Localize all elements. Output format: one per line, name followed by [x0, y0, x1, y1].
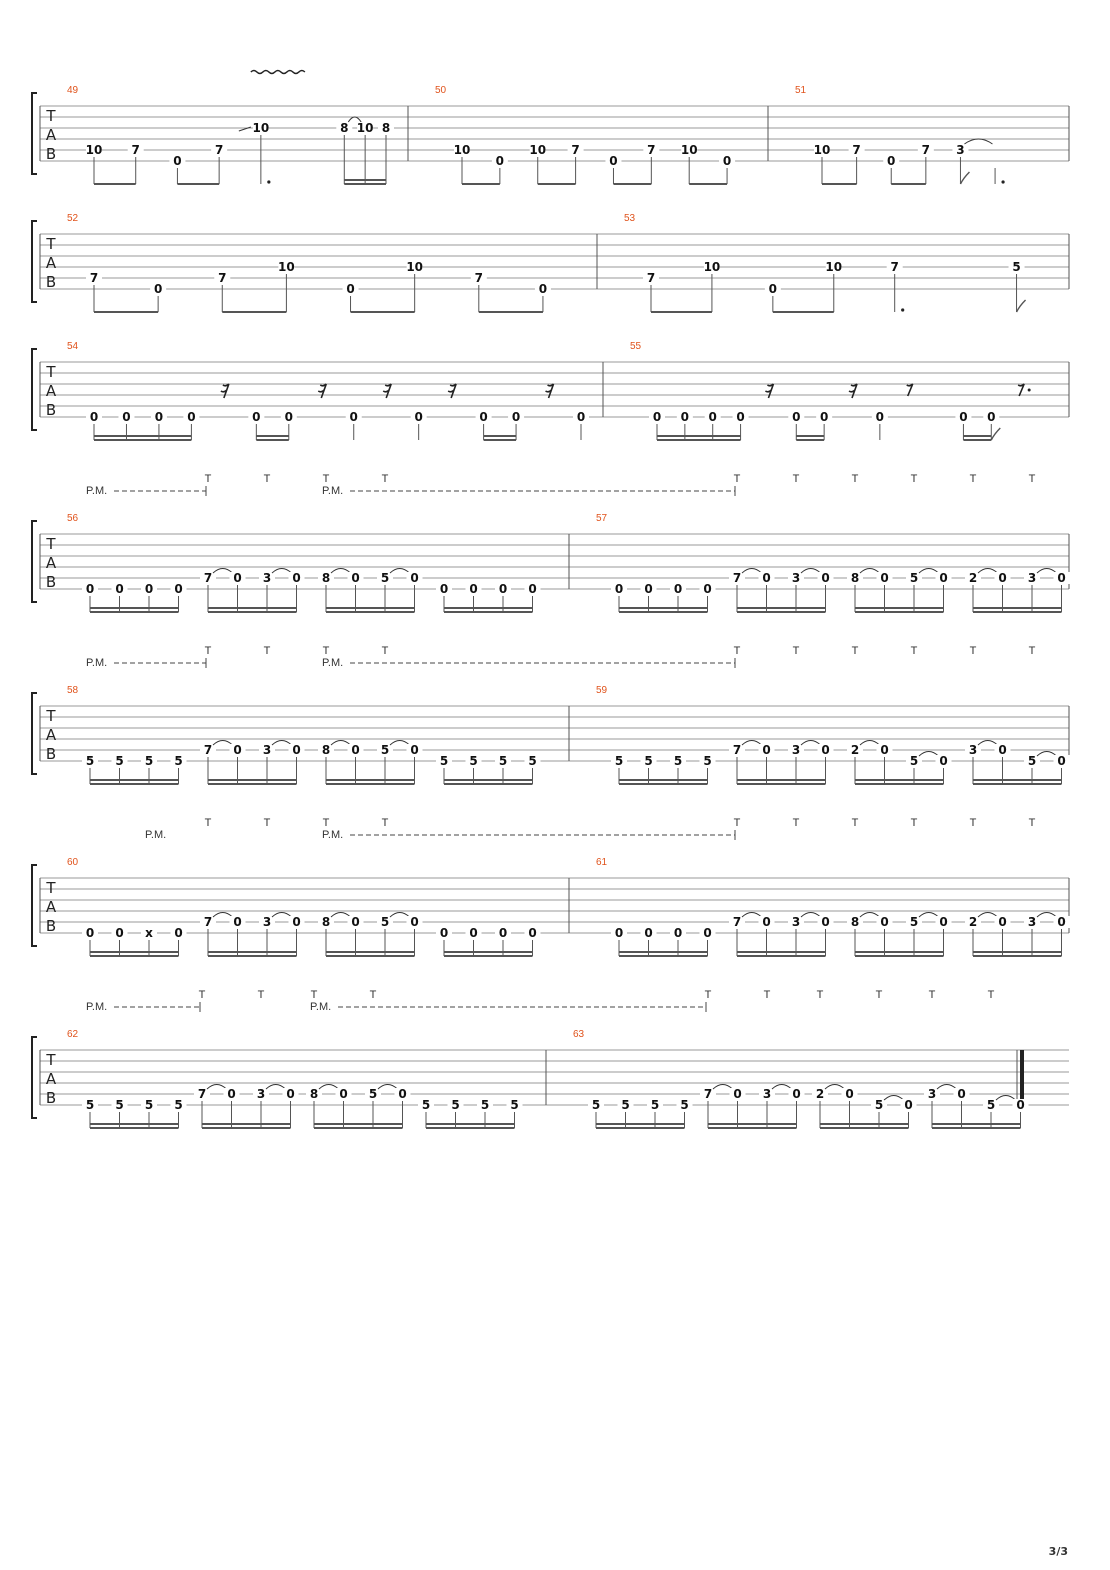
fret-number: 0 [792, 1087, 801, 1101]
sixteenth-rest [448, 384, 456, 398]
fret-number: 7 [732, 571, 742, 585]
measure-number: 51 [795, 85, 807, 96]
vibrato-mark [251, 71, 305, 74]
fret-number: 8 [321, 743, 331, 757]
fret-number: 0 [875, 410, 885, 424]
fret-number: 0 [498, 582, 508, 596]
fret-number: 7 [732, 743, 742, 757]
fret-number: 5 [115, 754, 124, 768]
fret-number: 5 [673, 754, 683, 768]
fret-number: 7 [203, 743, 213, 757]
fret-number: 0 [89, 410, 99, 424]
fret-number: 0 [880, 571, 889, 585]
fret-number: 0 [115, 582, 124, 596]
fret-number: 0 [703, 926, 712, 940]
fret-number: 0 [880, 743, 889, 757]
fret-number: 0 [792, 410, 801, 424]
tab-clef-letter: B [45, 1089, 57, 1107]
fret-number: 0 [339, 1087, 348, 1101]
fret-number: 0 [227, 1087, 236, 1101]
measure-number: 57 [596, 513, 608, 524]
fret-number: 0 [819, 410, 829, 424]
staff-bracket [32, 221, 37, 302]
fret-number: 0 [351, 743, 360, 757]
fret-number: 7 [203, 571, 213, 585]
fret-number: 0 [292, 915, 301, 929]
fret-number: 0 [998, 571, 1007, 585]
tap-mark: T [816, 989, 824, 1001]
fret-number: 0 [528, 582, 537, 596]
fret-number: 5 [85, 1098, 95, 1112]
fret-number: 0 [398, 1087, 407, 1101]
tab-clef-letter: T [46, 363, 56, 381]
fret-number: 0 [768, 282, 778, 296]
tab-clef-letter: B [45, 917, 57, 935]
fret-number: 0 [644, 926, 653, 940]
fret-number: 3 [791, 571, 801, 585]
fret-number: 10 [356, 121, 374, 135]
fret-number: 2 [850, 743, 860, 757]
sixteenth-rest [221, 384, 229, 398]
tab-clef-letter: B [45, 573, 57, 591]
fret-number: 7 [474, 271, 483, 285]
tab-clef-letter: T [46, 1051, 56, 1069]
tab-clef-letter: A [45, 1070, 57, 1088]
tap-mark: T [763, 989, 771, 1001]
fret-number: 7 [571, 143, 580, 157]
fret-number: 0 [959, 410, 968, 424]
fret-number: 0 [1057, 915, 1066, 929]
tap-mark: T [1028, 645, 1036, 657]
tap-mark: T [987, 989, 995, 1001]
fret-number: 0 [673, 926, 683, 940]
palm-mute-label: P.M. [322, 657, 344, 669]
fret-number: 0 [998, 915, 1007, 929]
tab-clef-letter: B [45, 145, 57, 163]
fret-number: 3 [262, 571, 272, 585]
tap-mark: T [969, 473, 977, 485]
fret-number: 3 [256, 1087, 266, 1101]
fret-number: 8 [850, 915, 860, 929]
measure-number: 49 [67, 85, 79, 96]
fret-number: 5 [469, 754, 478, 768]
tab-clef-letter: A [45, 382, 57, 400]
fret-number: 10 [529, 143, 547, 157]
fret-number: 0 [144, 582, 154, 596]
fret-number: 0 [469, 582, 478, 596]
fret-number: 5 [421, 1098, 431, 1112]
tap-mark: T [381, 645, 389, 657]
fret-number: 10 [680, 143, 698, 157]
fret-number: 10 [278, 260, 295, 274]
sixteenth-rest [849, 384, 857, 398]
fret-number: 0 [173, 154, 182, 168]
tap-mark: T [704, 989, 712, 1001]
fret-number: 0 [292, 571, 301, 585]
fret-number: 0 [187, 410, 196, 424]
fret-number: 5 [621, 1098, 630, 1112]
fret-number: 0 [614, 582, 624, 596]
fret-number: 10 [406, 260, 424, 274]
measure-number: 58 [67, 685, 79, 696]
tab-clef-letter: B [45, 745, 57, 763]
fret-number: 3 [262, 743, 272, 757]
fret-number: 10 [252, 121, 270, 135]
fret-number: 0 [439, 582, 449, 596]
fret-number: 5 [174, 1098, 183, 1112]
fret-number: 3 [956, 143, 965, 157]
fret-number: 5 [498, 754, 508, 768]
fret-number: 7 [197, 1087, 207, 1101]
palm-mute-label: P.M. [310, 1001, 332, 1013]
note-flag [991, 428, 1000, 440]
tap-mark: T [1028, 817, 1036, 829]
note-flag [1017, 300, 1026, 312]
fret-number: 0 [680, 410, 690, 424]
fret-number: 0 [495, 154, 505, 168]
tab-clef-letter: B [45, 401, 57, 419]
fret-number: 0 [762, 743, 771, 757]
measure-number: 53 [624, 213, 636, 224]
fret-number: 0 [998, 743, 1007, 757]
measure-number: 62 [67, 1029, 79, 1040]
fret-number: 0 [351, 571, 360, 585]
sixteenth-rest [318, 384, 326, 398]
fret-number: 3 [262, 915, 272, 929]
fret-number: 2 [815, 1087, 825, 1101]
fret-number: 5 [528, 754, 537, 768]
fret-number: 10 [85, 143, 103, 157]
fret-number: 7 [203, 915, 213, 929]
tap-mark: T [910, 645, 918, 657]
note-flag [960, 172, 969, 184]
tap-mark: T [792, 817, 800, 829]
fret-number: 5 [909, 571, 919, 585]
tap-mark: T [969, 817, 977, 829]
fret-number: 0 [410, 743, 419, 757]
fret-number: 0 [233, 915, 242, 929]
tap-mark: T [875, 989, 883, 1001]
fret-number: 0 [538, 282, 548, 296]
fret-number: 7 [647, 143, 656, 157]
fret-number: 5 [680, 1098, 689, 1112]
tab-clef-letter: B [45, 273, 57, 291]
fret-number: 3 [1027, 571, 1037, 585]
fret-number: 0 [845, 1087, 854, 1101]
fret-number: 0 [292, 743, 301, 757]
tap-mark: T [792, 473, 800, 485]
fret-number: 0 [233, 571, 242, 585]
fret-number: 7 [703, 1087, 713, 1101]
fret-number: 0 [174, 926, 183, 940]
tap-mark: T [257, 989, 265, 1001]
fret-number: 7 [646, 271, 656, 285]
fret-number: 0 [410, 915, 419, 929]
fret-number: 8 [309, 1087, 319, 1101]
fret-number: 5 [1012, 260, 1021, 274]
eighth-rest [907, 384, 913, 396]
fret-number: 8 [321, 571, 331, 585]
fret-number: x [145, 926, 153, 940]
fret-number: 5 [909, 915, 919, 929]
fret-number: 5 [874, 1098, 884, 1112]
fret-number: 7 [921, 143, 931, 157]
fret-number: 0 [939, 754, 948, 768]
fret-number: 5 [380, 915, 390, 929]
fret-number: 0 [469, 926, 478, 940]
fret-number: 7 [732, 915, 742, 929]
fret-number: 0 [511, 410, 521, 424]
staff-bracket [32, 1037, 37, 1118]
tap-mark: T [851, 645, 859, 657]
fret-number: 0 [708, 410, 717, 424]
fret-number: 5 [591, 1098, 601, 1112]
fret-number: 0 [252, 410, 261, 424]
fret-number: 5 [614, 754, 624, 768]
measure-number: 60 [67, 857, 79, 868]
palm-mute-label: P.M. [322, 829, 344, 841]
fret-number: 0 [957, 1087, 966, 1101]
fret-number: 5 [380, 571, 390, 585]
tab-clef-letter: A [45, 554, 57, 572]
fret-number: 0 [673, 582, 683, 596]
tap-mark: T [369, 989, 377, 1001]
fret-number: 5 [644, 754, 653, 768]
fret-number: 0 [762, 915, 771, 929]
fret-number: 0 [174, 582, 183, 596]
fret-number: 0 [821, 743, 830, 757]
staff-bracket [32, 349, 37, 430]
fret-number: 0 [284, 410, 293, 424]
tap-mark: T [263, 817, 271, 829]
fret-number: 5 [380, 743, 390, 757]
fret-number: 7 [218, 271, 227, 285]
tap-mark: T [381, 817, 389, 829]
fret-number: 0 [644, 582, 653, 596]
tap-mark: T [733, 473, 741, 485]
fret-number: 5 [986, 1098, 996, 1112]
tap-mark: T [198, 989, 206, 1001]
fret-number: 8 [321, 915, 331, 929]
fret-number: 5 [174, 754, 183, 768]
fret-number: 0 [346, 282, 355, 296]
fret-number: 0 [821, 915, 830, 929]
fret-number: 5 [144, 754, 154, 768]
fret-number: 5 [451, 1098, 460, 1112]
fret-number: 0 [821, 571, 830, 585]
fret-number: 3 [1027, 915, 1037, 929]
measure-number: 56 [67, 513, 79, 524]
fret-number: 7 [890, 260, 899, 274]
tab-clef-letter: T [46, 879, 56, 897]
fret-number: 0 [736, 410, 745, 424]
measure-number: 63 [573, 1029, 585, 1040]
tap-mark: T [910, 473, 918, 485]
fret-number: 2 [968, 915, 978, 929]
tap-mark: T [322, 645, 330, 657]
tab-clef-letter: T [46, 235, 56, 253]
fret-number: 0 [85, 926, 95, 940]
tap-mark: T [204, 817, 212, 829]
fret-number: 0 [703, 582, 712, 596]
eighth-rest [1018, 384, 1024, 396]
palm-mute-label: P.M. [322, 485, 344, 497]
tap-mark: T [969, 645, 977, 657]
palm-mute-label: P.M. [86, 657, 108, 669]
fret-number: 7 [131, 143, 140, 157]
fret-number: 8 [381, 121, 391, 135]
fret-number: 7 [214, 143, 224, 157]
fret-number: 0 [1016, 1098, 1025, 1112]
fret-number: 0 [85, 582, 95, 596]
fret-number: 0 [987, 410, 996, 424]
fret-number: 5 [85, 754, 95, 768]
fret-number: 0 [479, 410, 488, 424]
tap-mark: T [733, 817, 741, 829]
fret-number: 3 [762, 1087, 772, 1101]
tab-clef-letter: T [46, 535, 56, 553]
fret-number: 5 [909, 754, 919, 768]
fret-number: 0 [614, 926, 624, 940]
fret-number: 0 [410, 571, 419, 585]
fret-number: 0 [762, 571, 771, 585]
tab-clef-letter: T [46, 707, 56, 725]
fret-number: 0 [154, 410, 164, 424]
palm-mute-label: P.M. [86, 1001, 108, 1013]
fret-number: 0 [498, 926, 508, 940]
tap-mark: T [851, 473, 859, 485]
fret-number: 5 [144, 1098, 154, 1112]
tie-arc [964, 139, 992, 144]
tap-mark: T [204, 473, 212, 485]
palm-mute-label: P.M. [145, 829, 167, 841]
fret-number: 0 [576, 410, 586, 424]
duration-dot [267, 180, 270, 183]
fret-number: 5 [480, 1098, 490, 1112]
sixteenth-rest [765, 384, 773, 398]
staff-bracket [32, 521, 37, 602]
fret-number: 0 [880, 915, 889, 929]
tab-clef-letter: A [45, 254, 57, 272]
fret-number: 5 [650, 1098, 660, 1112]
fret-number: 0 [939, 915, 948, 929]
palm-mute-label: P.M. [86, 485, 108, 497]
fret-number: 0 [122, 410, 131, 424]
tab-clef-letter: T [46, 107, 56, 125]
fret-number: 0 [115, 926, 124, 940]
sixteenth-rest [546, 384, 554, 398]
fret-number: 0 [414, 410, 423, 424]
tap-mark: T [851, 817, 859, 829]
fret-number: 0 [904, 1098, 913, 1112]
measure-number: 61 [596, 857, 608, 868]
fret-number: 0 [286, 1087, 295, 1101]
fret-number: 10 [453, 143, 471, 157]
tap-mark: T [322, 817, 330, 829]
fret-number: 0 [733, 1087, 742, 1101]
fret-number: 8 [850, 571, 860, 585]
tap-mark: T [733, 645, 741, 657]
tap-mark: T [322, 473, 330, 485]
tap-mark: T [204, 645, 212, 657]
tab-clef-letter: A [45, 898, 57, 916]
measure-number: 54 [67, 341, 79, 352]
tap-mark: T [310, 989, 318, 1001]
fret-number: 3 [927, 1087, 937, 1101]
fret-number: 5 [439, 754, 449, 768]
tap-mark: T [910, 817, 918, 829]
tab-clef-letter: A [45, 126, 57, 144]
fret-number: 0 [887, 154, 896, 168]
fret-number: 0 [609, 154, 618, 168]
staff-bracket [32, 93, 37, 174]
fret-number: 0 [722, 154, 732, 168]
tap-mark: T [1028, 473, 1036, 485]
fret-number: 10 [825, 260, 843, 274]
fret-number: 0 [351, 915, 360, 929]
fret-number: 0 [528, 926, 537, 940]
tap-mark: T [792, 645, 800, 657]
fret-number: 5 [510, 1098, 519, 1112]
fret-number: 0 [1057, 754, 1066, 768]
rest-dot [1028, 389, 1031, 392]
sixteenth-rest [383, 384, 391, 398]
page-number: 3/3 [1048, 1545, 1068, 1558]
duration-dot [1001, 180, 1004, 183]
tap-mark: T [381, 473, 389, 485]
fret-number: 5 [703, 754, 712, 768]
measure-number: 59 [596, 685, 608, 696]
tap-mark: T [263, 473, 271, 485]
measure-number: 50 [435, 85, 447, 96]
duration-dot [901, 308, 904, 311]
measure-number: 52 [67, 213, 79, 224]
fret-number: 0 [1057, 571, 1066, 585]
fret-number: 10 [813, 143, 831, 157]
fret-number: 0 [939, 571, 948, 585]
fret-number: 0 [349, 410, 358, 424]
fret-number: 0 [153, 282, 163, 296]
fret-number: 3 [968, 743, 978, 757]
tap-mark: T [928, 989, 936, 1001]
staff-bracket [32, 865, 37, 946]
fret-number: 5 [115, 1098, 124, 1112]
fret-number: 0 [233, 743, 242, 757]
fret-number: 3 [791, 915, 801, 929]
tap-mark: T [263, 645, 271, 657]
tab-clef-letter: A [45, 726, 57, 744]
fret-number: 7 [89, 271, 99, 285]
measure-number: 55 [630, 341, 642, 352]
staff-bracket [32, 693, 37, 774]
fret-number: 2 [968, 571, 978, 585]
fret-number: 7 [852, 143, 861, 157]
fret-number: 5 [368, 1087, 378, 1101]
fret-number: 5 [1027, 754, 1037, 768]
fret-number: 3 [791, 743, 801, 757]
fret-number: 8 [340, 121, 349, 135]
fret-number: 10 [703, 260, 721, 274]
fret-number: 0 [439, 926, 449, 940]
fret-number: 0 [652, 410, 662, 424]
